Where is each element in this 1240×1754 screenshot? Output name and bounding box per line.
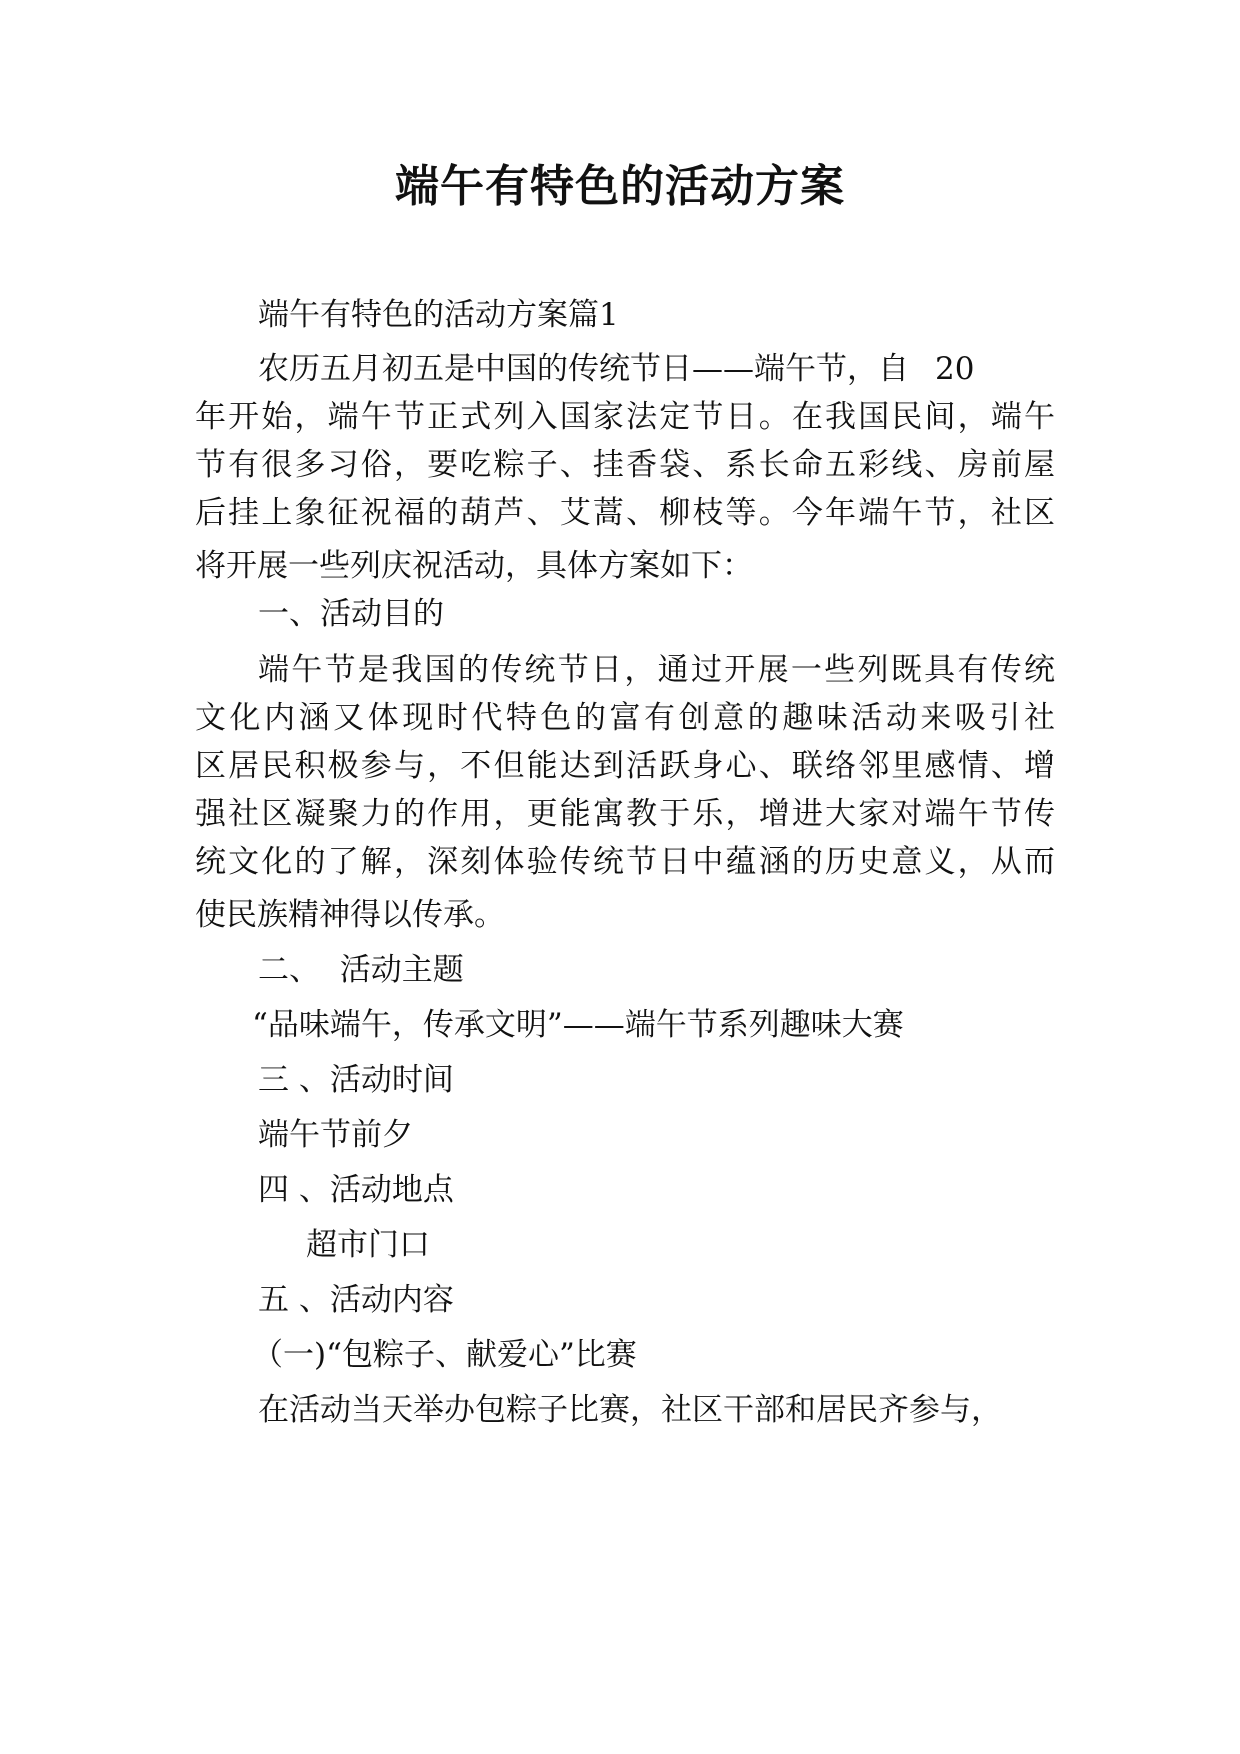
intro-line-5: 将开展一些列庆祝活动，具体方案如下： bbox=[195, 548, 753, 584]
intro-line-2: 年开始，端午节正式列入国家法定节日。在我国民间，端午 bbox=[195, 399, 1055, 435]
purpose-heading: 一、活动目的 bbox=[258, 596, 444, 632]
time-text: 端午节前夕 bbox=[258, 1117, 413, 1153]
section-heading: 端午有特色的活动方案篇1 bbox=[258, 297, 619, 333]
purpose-line-3: 区居民积极参与，不但能达到活跃身心、联络邻里感情、增 bbox=[195, 748, 1055, 784]
theme-text: “品味端午，传承文明”——端午节系列趣味大赛 bbox=[252, 1007, 904, 1043]
content-heading: 五 、活动内容 bbox=[258, 1282, 454, 1318]
time-heading: 三 、活动时间 bbox=[258, 1062, 454, 1098]
content-sub-text-1: 在活动当天举办包粽子比赛，社区干部和居民齐参与， bbox=[258, 1392, 1002, 1428]
content-sub-heading-1: （一)“包粽子、献爱心”比赛 bbox=[252, 1337, 637, 1373]
intro-line-4: 后挂上象征祝福的葫芦、艾蒿、柳枝等。今年端午节，社区 bbox=[195, 495, 1055, 531]
intro-line-3: 节有很多习俗，要吃粽子、挂香袋、系长命五彩线、房前屋 bbox=[195, 447, 1055, 483]
place-heading: 四 、活动地点 bbox=[258, 1172, 454, 1208]
document-title: 端午有特色的活动方案 bbox=[395, 161, 845, 212]
purpose-line-5: 统文化的了解，深刻体验传统节日中蕴涵的历史意义，从而 bbox=[195, 844, 1055, 880]
theme-heading: 二、 活动主题 bbox=[258, 952, 464, 988]
intro-year: 20 bbox=[935, 351, 975, 387]
intro-line-1 bbox=[258, 347, 1058, 391]
intro-line-1-text: 农历五月初五是中国的传统节日——端午节，自 bbox=[258, 351, 909, 387]
place-text: 超市门口 bbox=[306, 1227, 430, 1263]
purpose-line-4: 强社区凝聚力的作用，更能寓教于乐，增进大家对端午节传 bbox=[195, 796, 1055, 832]
purpose-line-1: 端午节是我国的传统节日，通过开展一些列既具有传统 bbox=[258, 652, 1055, 688]
purpose-line-2: 文化内涵又体现时代特色的富有创意的趣味活动来吸引社 bbox=[195, 700, 1055, 736]
purpose-line-6: 使民族精神得以传承。 bbox=[195, 897, 505, 933]
